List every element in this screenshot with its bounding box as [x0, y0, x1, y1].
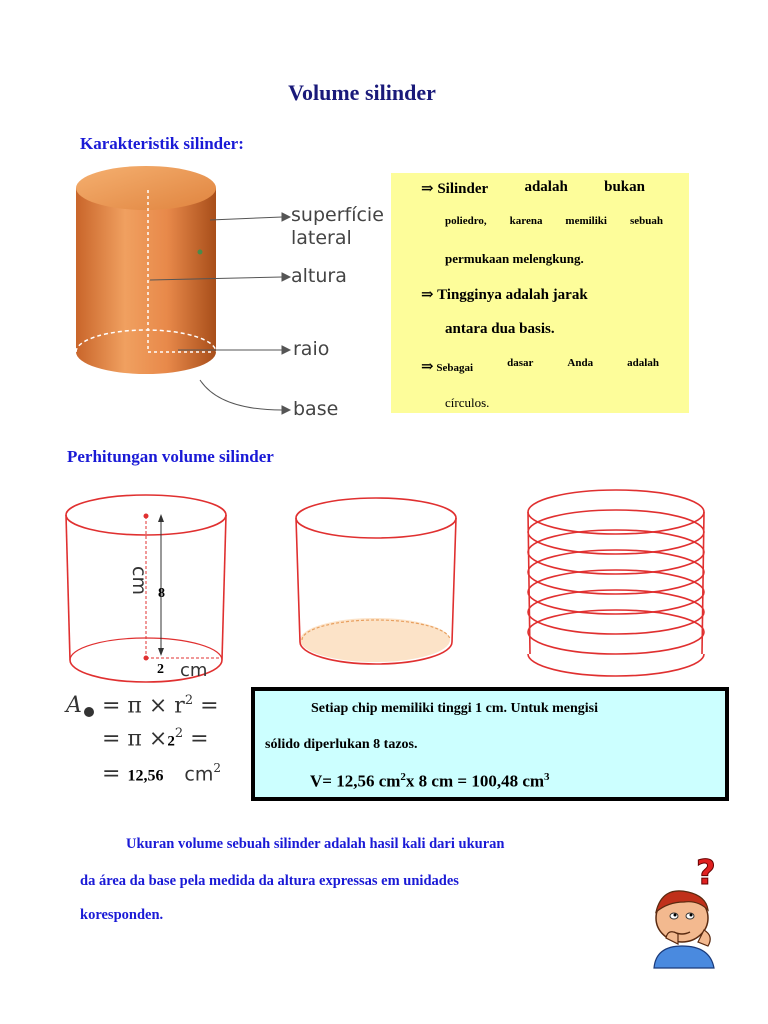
- volume-note-line-1: Setiap chip memiliki tinggi 1 cm. Untuk mengisi: [311, 701, 599, 716]
- thinking-person-icon: [648, 850, 730, 970]
- page-title: Volume silinder: [288, 80, 436, 105]
- label-height: altura: [291, 265, 347, 287]
- svg-text:?: ?: [696, 853, 716, 893]
- stacked-discs-figure: [518, 478, 718, 688]
- cylinder-diagram: [60, 160, 400, 425]
- characteristic-2: ⇒ Tingginya adalah jarak: [421, 287, 588, 303]
- cylinder-base-figure: [290, 492, 470, 682]
- radius-unit-label: cm: [180, 660, 208, 681]
- characteristic-1-line3: permukaan melengkung.: [445, 251, 584, 266]
- conclusion-line-2: da área da base pela medida da altura expressas em unidades: [80, 873, 459, 889]
- characteristic-1-cont: poliedro, karena memiliki sebuah: [445, 215, 663, 227]
- label-lateral-1: superfície: [291, 204, 384, 226]
- implies-icon: ⇒: [421, 181, 434, 197]
- characteristics-box: [391, 173, 689, 413]
- formula-line-1: = $\pi \times r^2$ =: [102, 693, 219, 719]
- volume-calculation-box: [251, 687, 729, 801]
- characteristic-2-cont: antara dua basis.: [445, 321, 555, 337]
- volume-equation: V= 12,56 $cm^2x$ 8 cm = 100,48 $cm^3$: [310, 771, 550, 791]
- conclusion-line-3: koresponden.: [80, 907, 164, 923]
- radius-value-label: 2: [157, 662, 164, 677]
- cylinder-dimensions-figure: [60, 490, 240, 690]
- cylinder-body: [76, 188, 216, 374]
- conclusion-line-1: Ukuran volume sebuah silinder adalah hasil kali dari ukuran: [126, 836, 505, 852]
- implies-icon: ⇒: [421, 287, 434, 303]
- volume-note-line-2: sólido diperlukan 8 tazos.: [265, 737, 418, 752]
- formula-line-3: = 12,56 $cm^2$: [102, 761, 222, 787]
- label-radius: raio: [293, 338, 330, 360]
- implies-icon: ⇒: [421, 359, 434, 375]
- formula-line-2: = $\pi \times 2^2$ =: [102, 726, 209, 752]
- characteristic-3-cont: círculos.: [445, 395, 490, 410]
- formula-area-symbol: A: [66, 693, 82, 718]
- height-value-label: 8: [158, 586, 165, 601]
- characteristic-3: ⇒ Sebagai dasar Anda adalah: [421, 357, 659, 375]
- section-heading-characteristics: Karakteristik silinder:: [80, 134, 244, 153]
- cylinder-top: [76, 166, 216, 210]
- label-base: base: [293, 398, 339, 420]
- label-lateral-2: lateral: [291, 227, 352, 249]
- characteristic-1: ⇒ Silinder adalah bukan: [421, 179, 645, 197]
- section-heading-volume: Perhitungan volume silinder: [67, 447, 274, 466]
- height-unit-label: cm: [128, 566, 150, 595]
- base-dot-icon: [84, 707, 94, 717]
